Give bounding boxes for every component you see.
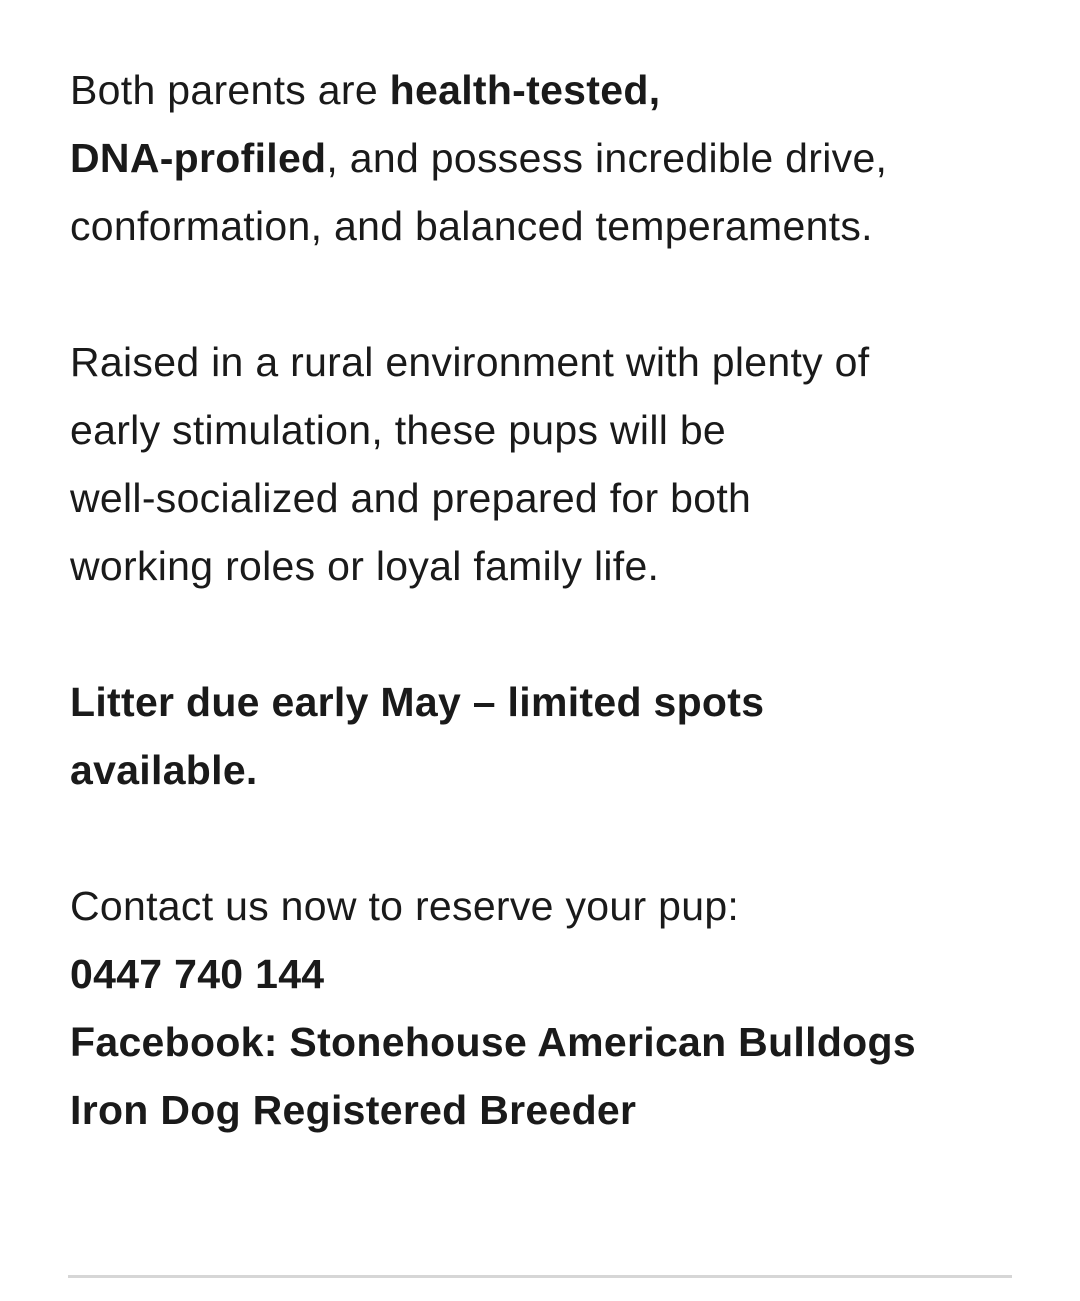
parents-line-1 — [70, 56, 1020, 124]
divider — [68, 1275, 1012, 1278]
post-body — [70, 56, 1020, 1144]
parents-paragraph — [70, 56, 1020, 260]
rearing-line-1: Raised in a rural environment with plenty of — [70, 339, 870, 385]
facebook-page: Facebook: Stonehouse American Bulldogs — [70, 1019, 916, 1065]
contact-line: Contact us now to reserve your pup: — [70, 883, 740, 929]
rearing-line-2: early stimulation, these pups will be — [70, 407, 727, 453]
contact-paragraph — [70, 872, 1020, 1144]
rearing-paragraph — [70, 328, 1020, 600]
rearing-line-4: working roles or loyal family life. — [70, 543, 660, 589]
breeder-registration: Iron Dog Registered Breeder — [70, 1087, 637, 1133]
phone-number[interactable]: 0447 740 144 — [70, 951, 325, 997]
health-tested-text: health-tested, — [389, 67, 661, 113]
litter-line-2: available. — [70, 747, 258, 793]
rearing-line-3: well-socialized and prepared for both — [70, 475, 752, 521]
parents-line-3: conformation, and balanced temperaments. — [70, 203, 873, 249]
parents-text: Both parents are — [70, 67, 390, 113]
litter-line-1: Litter due early May – limited spots — [70, 679, 765, 725]
drive-text: , and possess incredible drive, — [326, 135, 888, 181]
parents-line-2 — [70, 124, 1020, 192]
dna-profiled-text: DNA-profiled — [70, 135, 327, 181]
litter-paragraph — [70, 668, 1020, 804]
